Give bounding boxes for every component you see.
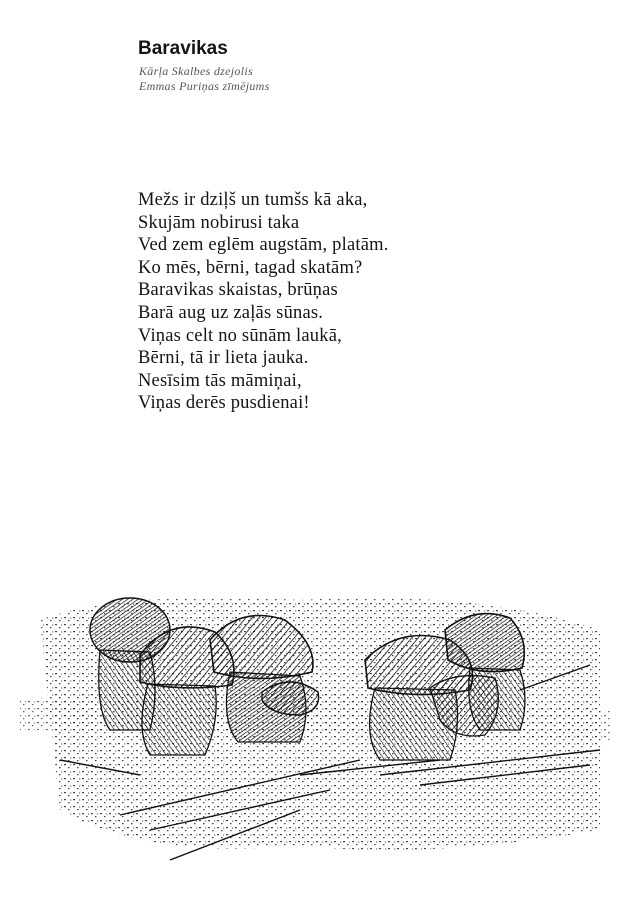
poem-line: Mežs ir dziļš un tumšs kā aka, — [138, 190, 368, 210]
poem-line: Ko mēs, bērni, tagad skatām? — [138, 257, 363, 278]
poem-line: Baravikas skaistas, brūņas — [138, 280, 338, 301]
poem-line: Skujām nobirusi taka — [138, 212, 300, 233]
poem-line: Barā aug uz zaļās sūnas. — [138, 302, 324, 323]
poem-line: Viņas celt no sūnām laukā, — [138, 325, 342, 346]
poem-author-credit: Kārļa Skalbes dzejolis — [139, 64, 253, 78]
illustrator-credit: Emmas Puriņas zīmējums — [139, 79, 270, 93]
page-title: Baravikas — [138, 38, 228, 59]
poem-line: Ved zem eglēm augstām, platām. — [138, 235, 389, 256]
mushroom-illustration — [0, 560, 617, 900]
poem-line: Nesīsim tās māmiņai, — [138, 370, 302, 391]
poem-line: Viņas derēs pusdienai! — [138, 393, 310, 414]
poem-text — [138, 189, 389, 415]
poem-line: Bērni, tā ir lieta jauka. — [138, 348, 309, 369]
